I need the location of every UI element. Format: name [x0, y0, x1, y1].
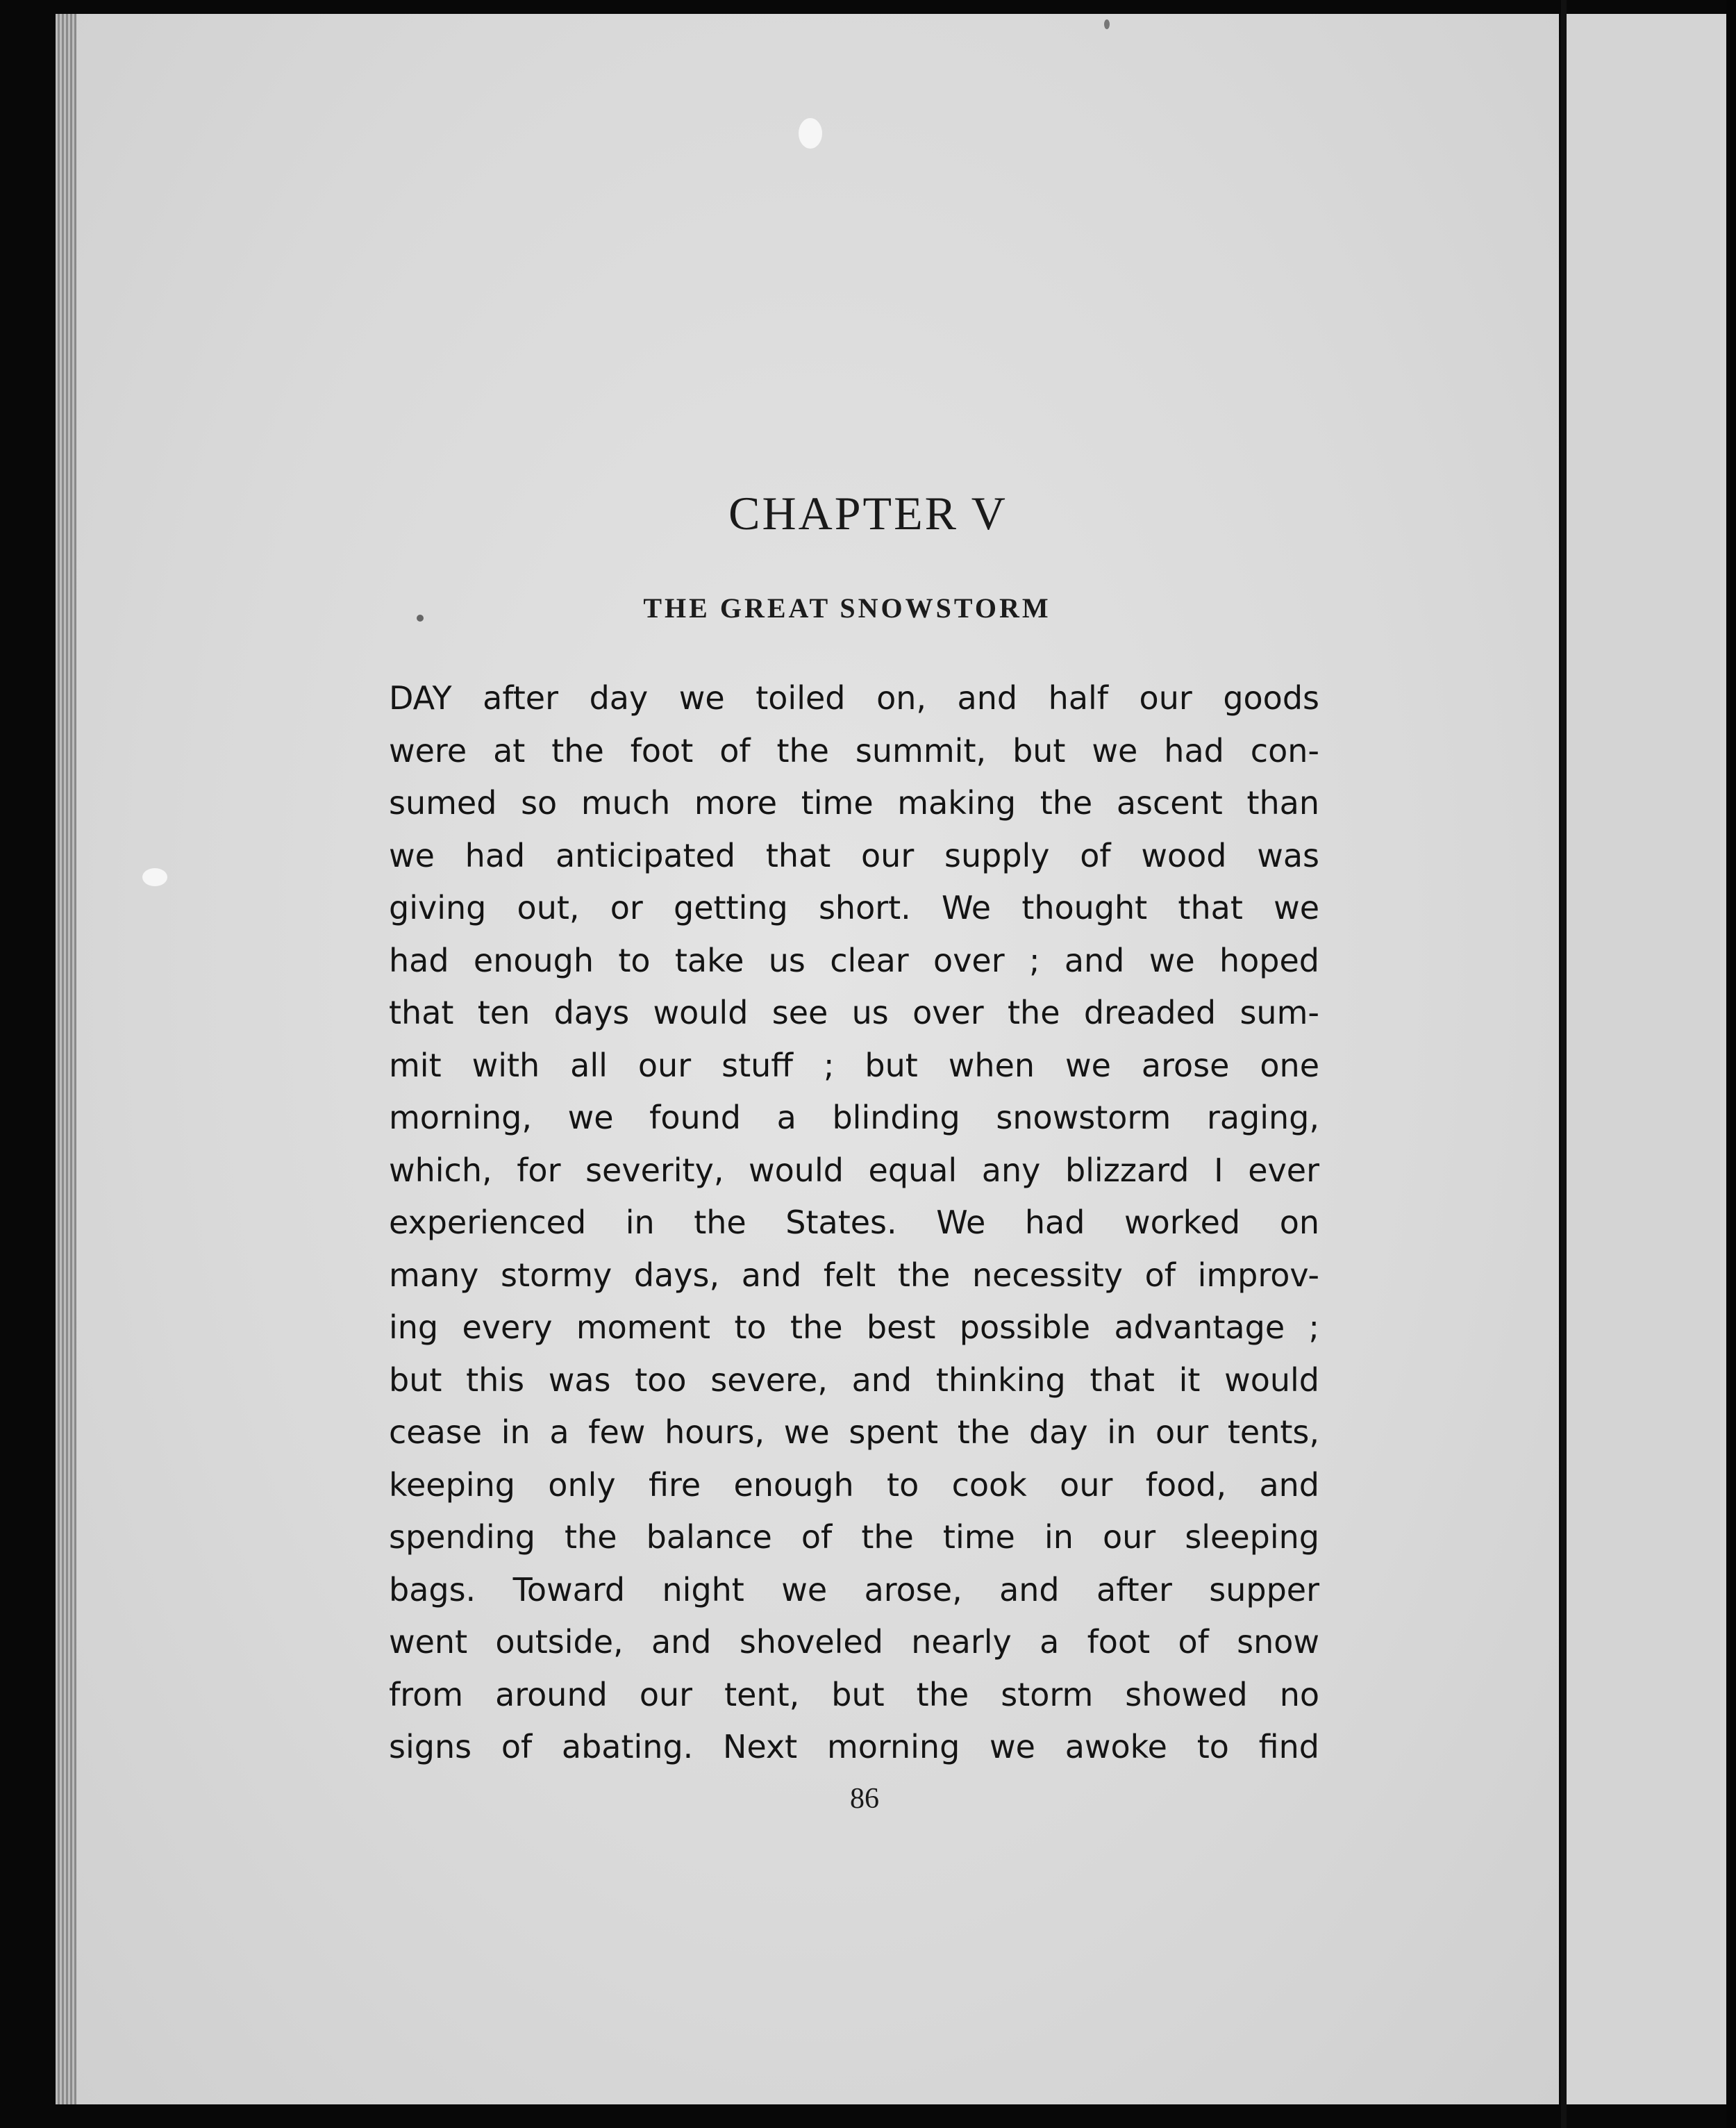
text-line: ing every moment to the best possible advantage ; [389, 1308, 1319, 1346]
chapter-title: CHAPTER V [728, 487, 1008, 540]
text-line: but this was too severe, and thinking that it would [389, 1361, 1319, 1399]
chapter-subtitle: THE GREAT SNOWSTORM [643, 592, 1051, 624]
scan-artifact [142, 868, 167, 886]
text-line: morning, we found a blinding snowstorm raging, [389, 1099, 1319, 1136]
text-line: experienced in the States. We had worked on [389, 1204, 1319, 1241]
text-line: bags. Toward night we arose, and after supper [389, 1570, 1319, 1609]
text-line: cease in a few hours, we spent the day in our tents, [389, 1413, 1319, 1451]
text-line: from around our tent, but the storm showed no [389, 1675, 1319, 1713]
text-line: signs of abating. Next morning we awoke to find [389, 1728, 1319, 1765]
text-line: many stormy days, and felt the necessity of improv- [389, 1256, 1319, 1294]
text-line: that ten days would see us over the dreaded sum- [389, 994, 1319, 1031]
text-line: we had anticipated that our supply of wood was [389, 836, 1319, 874]
scan-artifact [799, 118, 822, 149]
text-line: giving out, or getting short. We thought that we [389, 889, 1319, 926]
text-line: mit with all our stuff ; but when we arose one [389, 1046, 1319, 1084]
text-line: which, for severity, would equal any blizzard I ever [389, 1151, 1319, 1189]
page-number: 86 [850, 1783, 879, 1815]
scan-artifact [1104, 19, 1110, 29]
text-line: went outside, and shoveled nearly a foot of snow [389, 1623, 1319, 1661]
text-line: spending the balance of the time in our sleeping [389, 1518, 1319, 1556]
body-text [389, 672, 1319, 1774]
text-line: keeping only fire enough to cook our food, and [389, 1465, 1319, 1504]
text-line: sumed so much more time making the ascent than [389, 784, 1319, 822]
text-line: were at the foot of the summit, but we had con- [389, 731, 1319, 770]
text-line: DAY after day we toiled on, and half our goods [389, 679, 1319, 717]
text-line: had enough to take us clear over ; and we hoped [389, 941, 1319, 979]
